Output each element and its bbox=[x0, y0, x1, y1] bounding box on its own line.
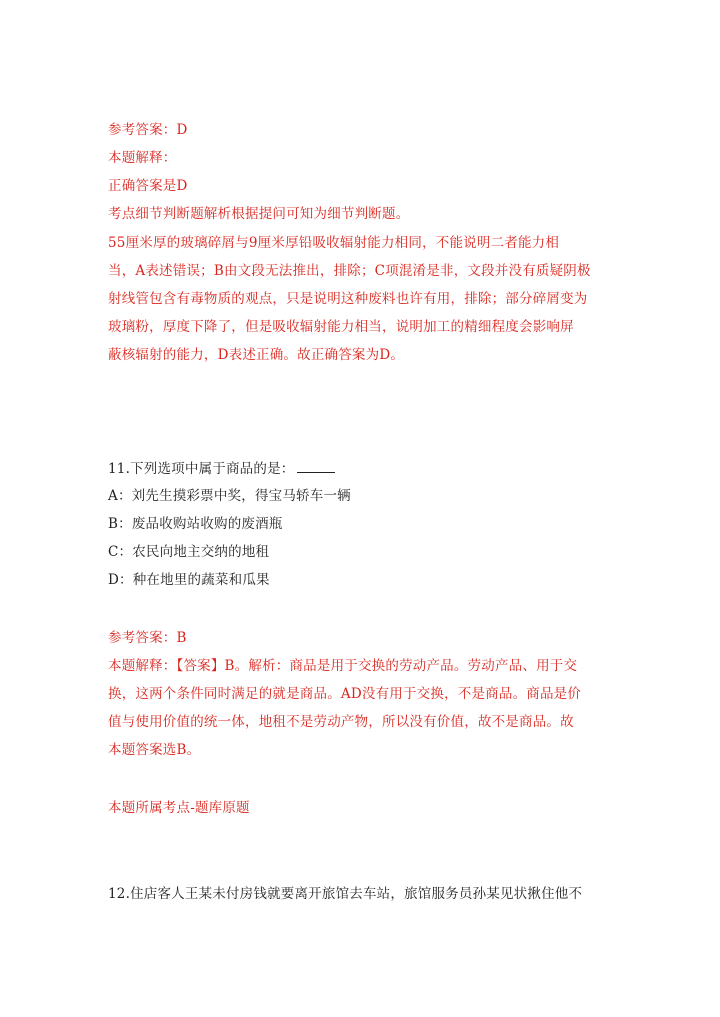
explanation-line: 当，A表述错误；B由文段无法推出，排除；C项混淆是非，文段并没有质疑阴极 bbox=[108, 263, 591, 279]
explanation-line: 蔽核辐射的能力，D表述正确。故正确答案为D。 bbox=[108, 347, 405, 363]
question-stem-text: 11.下列选项中属于商品的是： bbox=[108, 461, 295, 477]
answer-blank bbox=[297, 458, 335, 473]
explanation-line: 55厘米厚的玻璃碎屑与9厘米厚铅吸收辐射能力相同，不能说明二者能力相 bbox=[108, 235, 560, 251]
category-label: 本题所属考点-题库原题 bbox=[108, 800, 250, 816]
option-a: A：刘先生摸彩票中奖，得宝马轿车一辆 bbox=[108, 488, 351, 504]
answer-label: 参考答案：D bbox=[108, 122, 188, 138]
explanation-line: 换，这两个条件同时满足的就是商品。AD没有用于交换，不是商品。商品是价 bbox=[108, 686, 582, 702]
explanation-line: 本题答案选B。 bbox=[108, 742, 201, 758]
explanation-line: 值与使用价值的统一体，地租不是劳动产物，所以没有价值，故不是商品。故 bbox=[108, 714, 574, 730]
explanation-line: 本题解释：【答案】B。解析：商品是用于交换的劳动产品。劳动产品、用于交 bbox=[108, 658, 578, 674]
explanation-line: 玻璃粉，厚度下降了，但是吸收辐射能力相当，说明加工的精细程度会影响屏 bbox=[108, 319, 574, 335]
question-stem bbox=[108, 458, 335, 479]
correct-answer: 正确答案是D bbox=[108, 178, 188, 194]
explanation-line: 考点细节判断题解析根据提问可知为细节判断题。 bbox=[108, 206, 410, 222]
explanation-line: 射线管包含有毒物质的观点，只是说明这种废料也许有用，排除；部分碎屑变为 bbox=[108, 291, 588, 307]
question-stem: 12.住店客人王某未付房钱就要离开旅馆去车站，旅馆服务员孙某见状揪住他不 bbox=[108, 886, 583, 902]
answer-label: 参考答案：B bbox=[108, 630, 187, 646]
option-d: D：种在地里的蔬菜和瓜果 bbox=[108, 572, 270, 588]
explanation-label: 本题解释： bbox=[108, 150, 177, 166]
option-c: C：农民向地主交纳的地租 bbox=[108, 544, 270, 560]
option-b: B：废品收购站收购的废酒瓶 bbox=[108, 516, 283, 532]
